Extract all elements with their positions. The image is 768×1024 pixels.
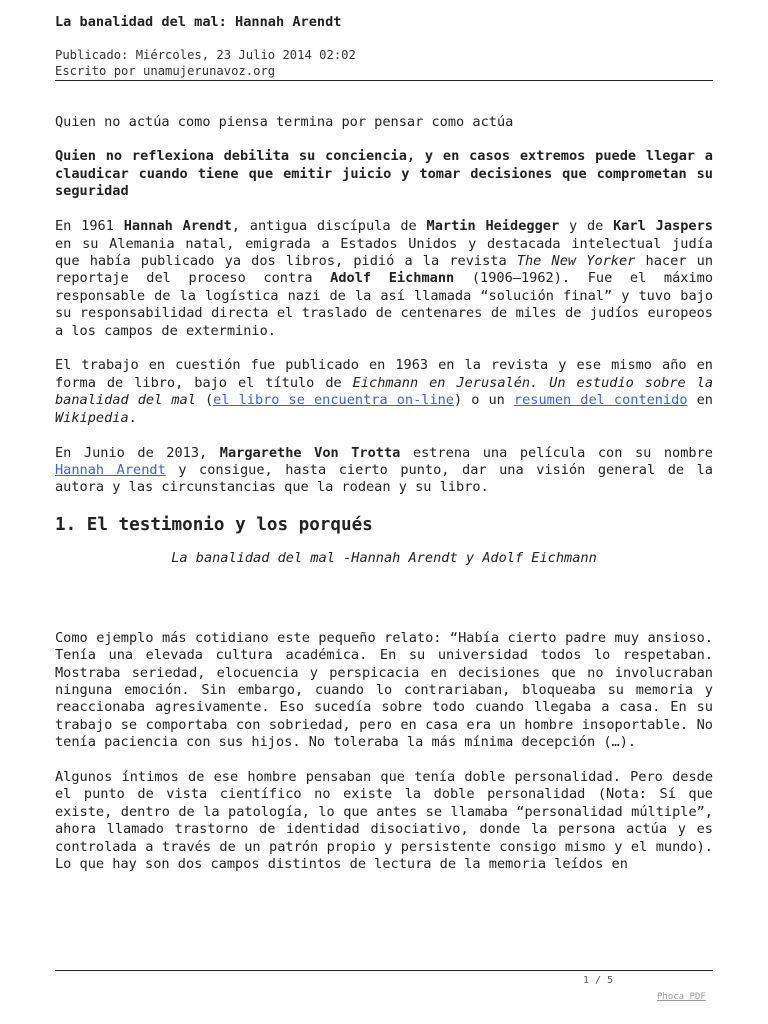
document-title: La banalidad del mal: Hannah Arendt [55,14,342,30]
text: y consigue, hasta cierto punto, dar una visión general de la autora y las circunstancias que la rodean y su libro. [55,462,713,496]
text: ( [195,392,214,409]
italic-title: Wikipedia [55,409,129,426]
text: En Junio de 2013, [55,444,220,461]
bold-name: Adolf Eichmann [330,270,455,287]
content-summary-link[interactable]: resumen del contenido [513,392,688,409]
page-number: 1 / 5 [583,975,614,986]
bold-name: Martin Heidegger [426,218,560,235]
article-body [55,114,713,891]
text: , antigua discípula de [231,218,427,235]
article-meta [55,47,356,79]
published-date: Publicado: Miércoles, 23 Julio 2014 02:02 [55,48,356,62]
phoca-pdf-link[interactable]: Phoca PDF [657,992,706,1002]
article-subtitle: Quien no reflexiona debilita su conciencia, y en casos extremos puede llegar a claudicar cuando tiene que emitir juicio y tomar decisiones que comprometan su seguridad [55,148,713,200]
author-line: Escrito por unamujerunavoz.org [55,64,276,78]
image-caption: La banalidad del mal -Hannah Arendt y Adolf Eichmann [171,550,597,567]
text: En 1961 [55,218,124,235]
footer-divider [55,970,713,971]
text: . [128,409,137,426]
bold-name: Margarethe Von Trotta [219,444,401,461]
hannah-arendt-film-link[interactable]: Hannah Arendt [55,462,166,478]
lead-sentence: Quien no actúa como piensa termina por pensar como actúa [55,114,514,130]
paragraph-2 [55,357,713,427]
text: en su Alemania natal, emigrada a Estados Unidos y destacada intelectual judía que había publicado ya dos libros, pidió a la revista [55,235,713,269]
text: estrena una película con su nombre [400,444,713,461]
bold-name: Hannah Arendt [123,218,232,235]
paragraph-4: Como ejemplo más cotidiano este pequeño relato: “Había cierto padre muy ansioso. Tenía una elevada cultura académica. En su universidad todos lo respetaban. Mostraba seriedad, elocuencia y perspicacia en decisiones que no involucraban ninguna emoción. Sin embargo, cuando lo contrariaban, bloqueaba su memoria y reaccionaba agresivamente. Eso sucedía sobre todo cuando llegaba a casa. En su trabajo se comportaba con sobriedad, pero en casa era un hombre insoportable. No tenía paciencia con sus hijos. No toleraba la más mínima decepción (…). [55,629,713,751]
italic-title: The New Yorker [516,252,636,269]
text: ) o un [454,392,514,409]
bold-name: Karl Jaspers [613,218,713,235]
text: en [687,392,713,409]
text: (1906–1962). Fue el máximo responsable de la logística nazi de la así llamada “solución final” y tuvo bajo su responsabilidad directa el traslado de centenares de miles de judíos europeos a los campos de exterminio. [55,270,714,339]
book-online-link[interactable]: el libro se encuentra on-line [213,392,454,409]
italic-title: Eichmann en Jerusalén. Un estudio sobre la banalidad del mal [55,374,714,409]
text: y de [559,218,614,235]
section-heading: 1. El testimonio y los porqués [55,515,373,536]
text: hacer un reportaje del proceso contra [55,252,714,287]
paragraph-1 [55,218,713,340]
header-divider [55,80,713,81]
paragraph-3 [55,445,713,497]
text: El trabajo en cuestión fue publicado en 1963 en la revista y ese mismo año en forma de libro, bajo el título de [55,357,713,391]
paragraph-5: Algunos íntimos de ese hombre pensaban que tenía doble personalidad. Pero desde el punto de vista científico no existe la doble personalidad (Nota: Sí que existe, dentro de la patología, lo que antes se llamaba “personalidad múltiple”, ahora llamado trastorno de identidad disociativo, donde la persona actúa y es controlada a través de un patrón propio y persistente consigo mismo y el mundo). Lo que hay son dos campos distintos de lectura de la memoria leídos en [55,769,713,873]
